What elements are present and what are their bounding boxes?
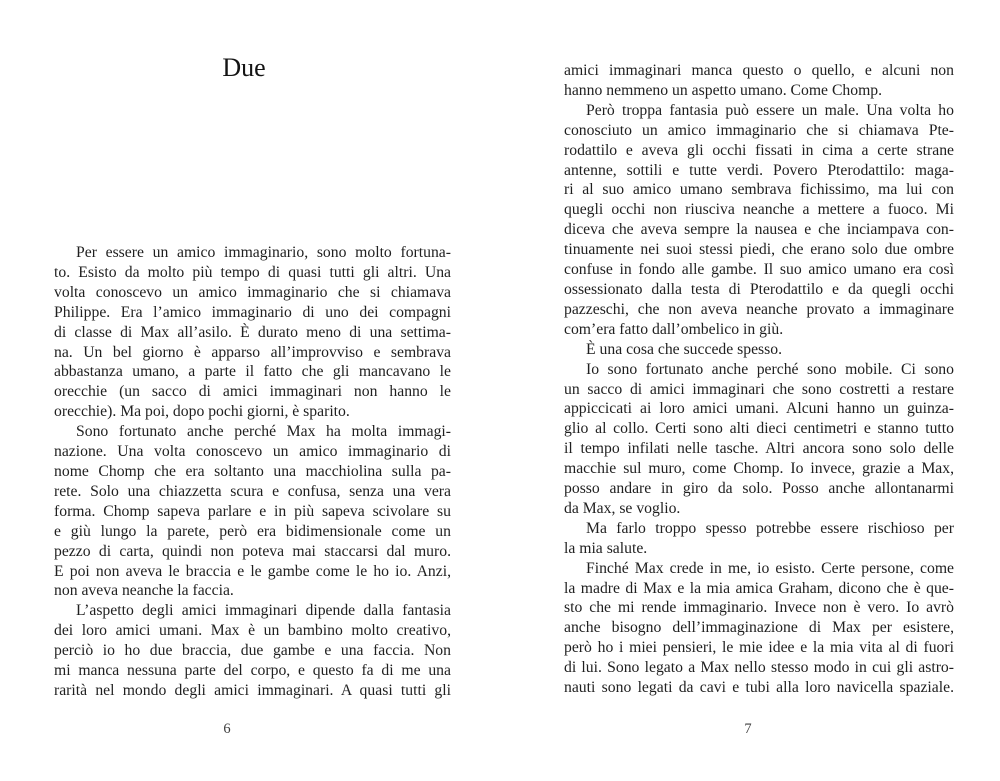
text-line: orecchie (un sacco di amici immaginari non hanno le [54, 383, 451, 401]
text-line: amici immaginari manca questo o quello, e alcuni non [564, 62, 954, 79]
text-line: to. Esisto da molto più tempo di quasi tutti gli altri. Una [54, 263, 451, 281]
text-line: volta conoscevo un amico immaginario che si chiamava [54, 283, 451, 301]
text-line: il tempo infilati nelle tasche. Altri ancora sono solo delle [564, 440, 954, 458]
page-number-right: 7 [744, 721, 752, 737]
text-line: macchie sul muro, come Chomp. Io invece, grazie a Max, [564, 460, 954, 478]
text-line: un sacco di amici immaginari che sono costretti a restare [564, 380, 954, 398]
text-line: pazzeschi, che non aveva neanche provato a immaginare [564, 300, 954, 318]
text-line: anche bisogno dell’immaginazione di Max per esistere, [564, 619, 954, 637]
text-line: glio al collo. Certi sono alti dieci centimetri e stanno tutto [564, 420, 954, 438]
text-line: L’aspetto degli amici immaginari dipende dalla fantasia [76, 602, 451, 620]
text-line: però ho i miei pensieri, le mie idee e la mia vita al di fuori [564, 639, 954, 657]
text-line: confuse in fondo alle gambe. Il suo amico umano era così [564, 261, 954, 279]
text-line: Però troppa fantasia può essere un male. Una volta ho [586, 101, 954, 119]
text-line: nazione. Una volta conoscevo un amico immaginario di [54, 443, 451, 461]
text-line: dei loro amici umani. Max è un bambino molto creativo, [54, 622, 451, 640]
page-right-text [564, 61, 954, 698]
text-line: tinuamente nei suoi stessi piedi, che erano solo due ombre [564, 241, 954, 259]
text-line: di lui. Sono legato a Max nello stesso modo in cui gli astro- [564, 659, 954, 677]
text-line: rete. Solo una chiazzetta scura e confusa, senza una vera [54, 482, 451, 500]
text-line: abbastanza umano, a parte il fatto che gli mancavano le [54, 363, 451, 381]
text-line: conosciuto un amico immaginario che si chiamava Pte- [564, 121, 954, 139]
page-left-text [54, 243, 451, 701]
text-line: pezzo di carta, quindi non poteva mai staccarsi dal muro. [54, 542, 451, 560]
text-line: Ma farlo troppo spesso potrebbe essere rischioso per [586, 519, 954, 537]
text-line: diceva che aveva sempre la nausea e che inciampava con- [564, 221, 954, 239]
text-line: hanno nemmeno un aspetto umano. Come Chomp. [564, 81, 883, 99]
text-line: forma. Chomp sapeva parlare e in più sapeva scivolare su [54, 502, 451, 520]
text-line: nome Chomp che era soltanto una macchiolina sulla pa- [54, 462, 451, 480]
text-line: com’era fatto dall’ombelico in giù. [564, 320, 784, 338]
text-line: la madre di Max e la mia amica Graham, dicono che è que- [564, 579, 954, 597]
text-line: perciò io ho due braccia, due gambe e una faccia. Non [54, 642, 451, 660]
text-line: antenne, sottili e tutte verdi. Povero Pterodattilo: maga- [564, 161, 954, 179]
text-line: Sono fortunato anche perché Max ha molta immagi- [76, 423, 451, 441]
text-line: da Max, se voglio. [564, 499, 681, 517]
text-line: la mia salute. [564, 539, 648, 557]
text-line: appiccicati ai loro amici umani. Alcuni hanno un guinza- [564, 400, 954, 418]
text-line: Philippe. Era l’amico immaginario di uno dei compagni [54, 303, 451, 321]
text-line: Io sono fortunato anche perché sono mobile. Ci sono [586, 360, 954, 378]
chapter-title: Due [222, 53, 266, 82]
text-line: È una cosa che succede spesso. [586, 340, 783, 358]
text-line: rodattilo e aveva gli occhi fissati in cima a certe strane [564, 141, 954, 159]
text-line: orecchie). Ma poi, dopo pochi giorni, è sparito. [54, 403, 350, 421]
text-line: nauti sono legati da cavi e tubi alla loro navicella spaziale. [564, 679, 954, 697]
text-line: rarità nel mondo degli amici immaginari. A quasi tutti gli [54, 681, 451, 699]
page-number-left: 6 [223, 721, 231, 737]
page-right [500, 0, 1000, 781]
text-line: quegli occhi non riusciva neanche a mettere a fuoco. Mi [564, 201, 954, 219]
text-line: di classe di Max all’asilo. È durato meno di una settima- [54, 323, 451, 341]
text-line: ri al suo amico umano sembrava fichissimo, ma lui con [564, 181, 954, 199]
text-line: sto che mi rende immaginario. Invece non è vero. Io avrò [564, 599, 954, 617]
text-line: E poi non aveva le braccia e le gambe come le ho io. Anzi, [54, 562, 451, 580]
text-line: posso andare in giro da solo. Posso anche allontanarmi [564, 480, 954, 498]
text-line: ossessionato dalla testa di Pterodattilo e da quegli occhi [564, 280, 954, 298]
text-line: Finché Max crede in me, io esisto. Certe persone, come [586, 559, 954, 577]
text-line: mi manca nessuna parte del corpo, e questo fa di me una [54, 662, 451, 680]
text-line: na. Un bel giorno è apparso all’improvviso e sembrava [54, 343, 451, 361]
text-line: non aveva neanche la faccia. [54, 582, 234, 600]
text-line: e giù lungo la parete, però era bidimensionale come un [54, 522, 451, 540]
text-line: Per essere un amico immaginario, sono molto fortuna- [76, 244, 451, 261]
